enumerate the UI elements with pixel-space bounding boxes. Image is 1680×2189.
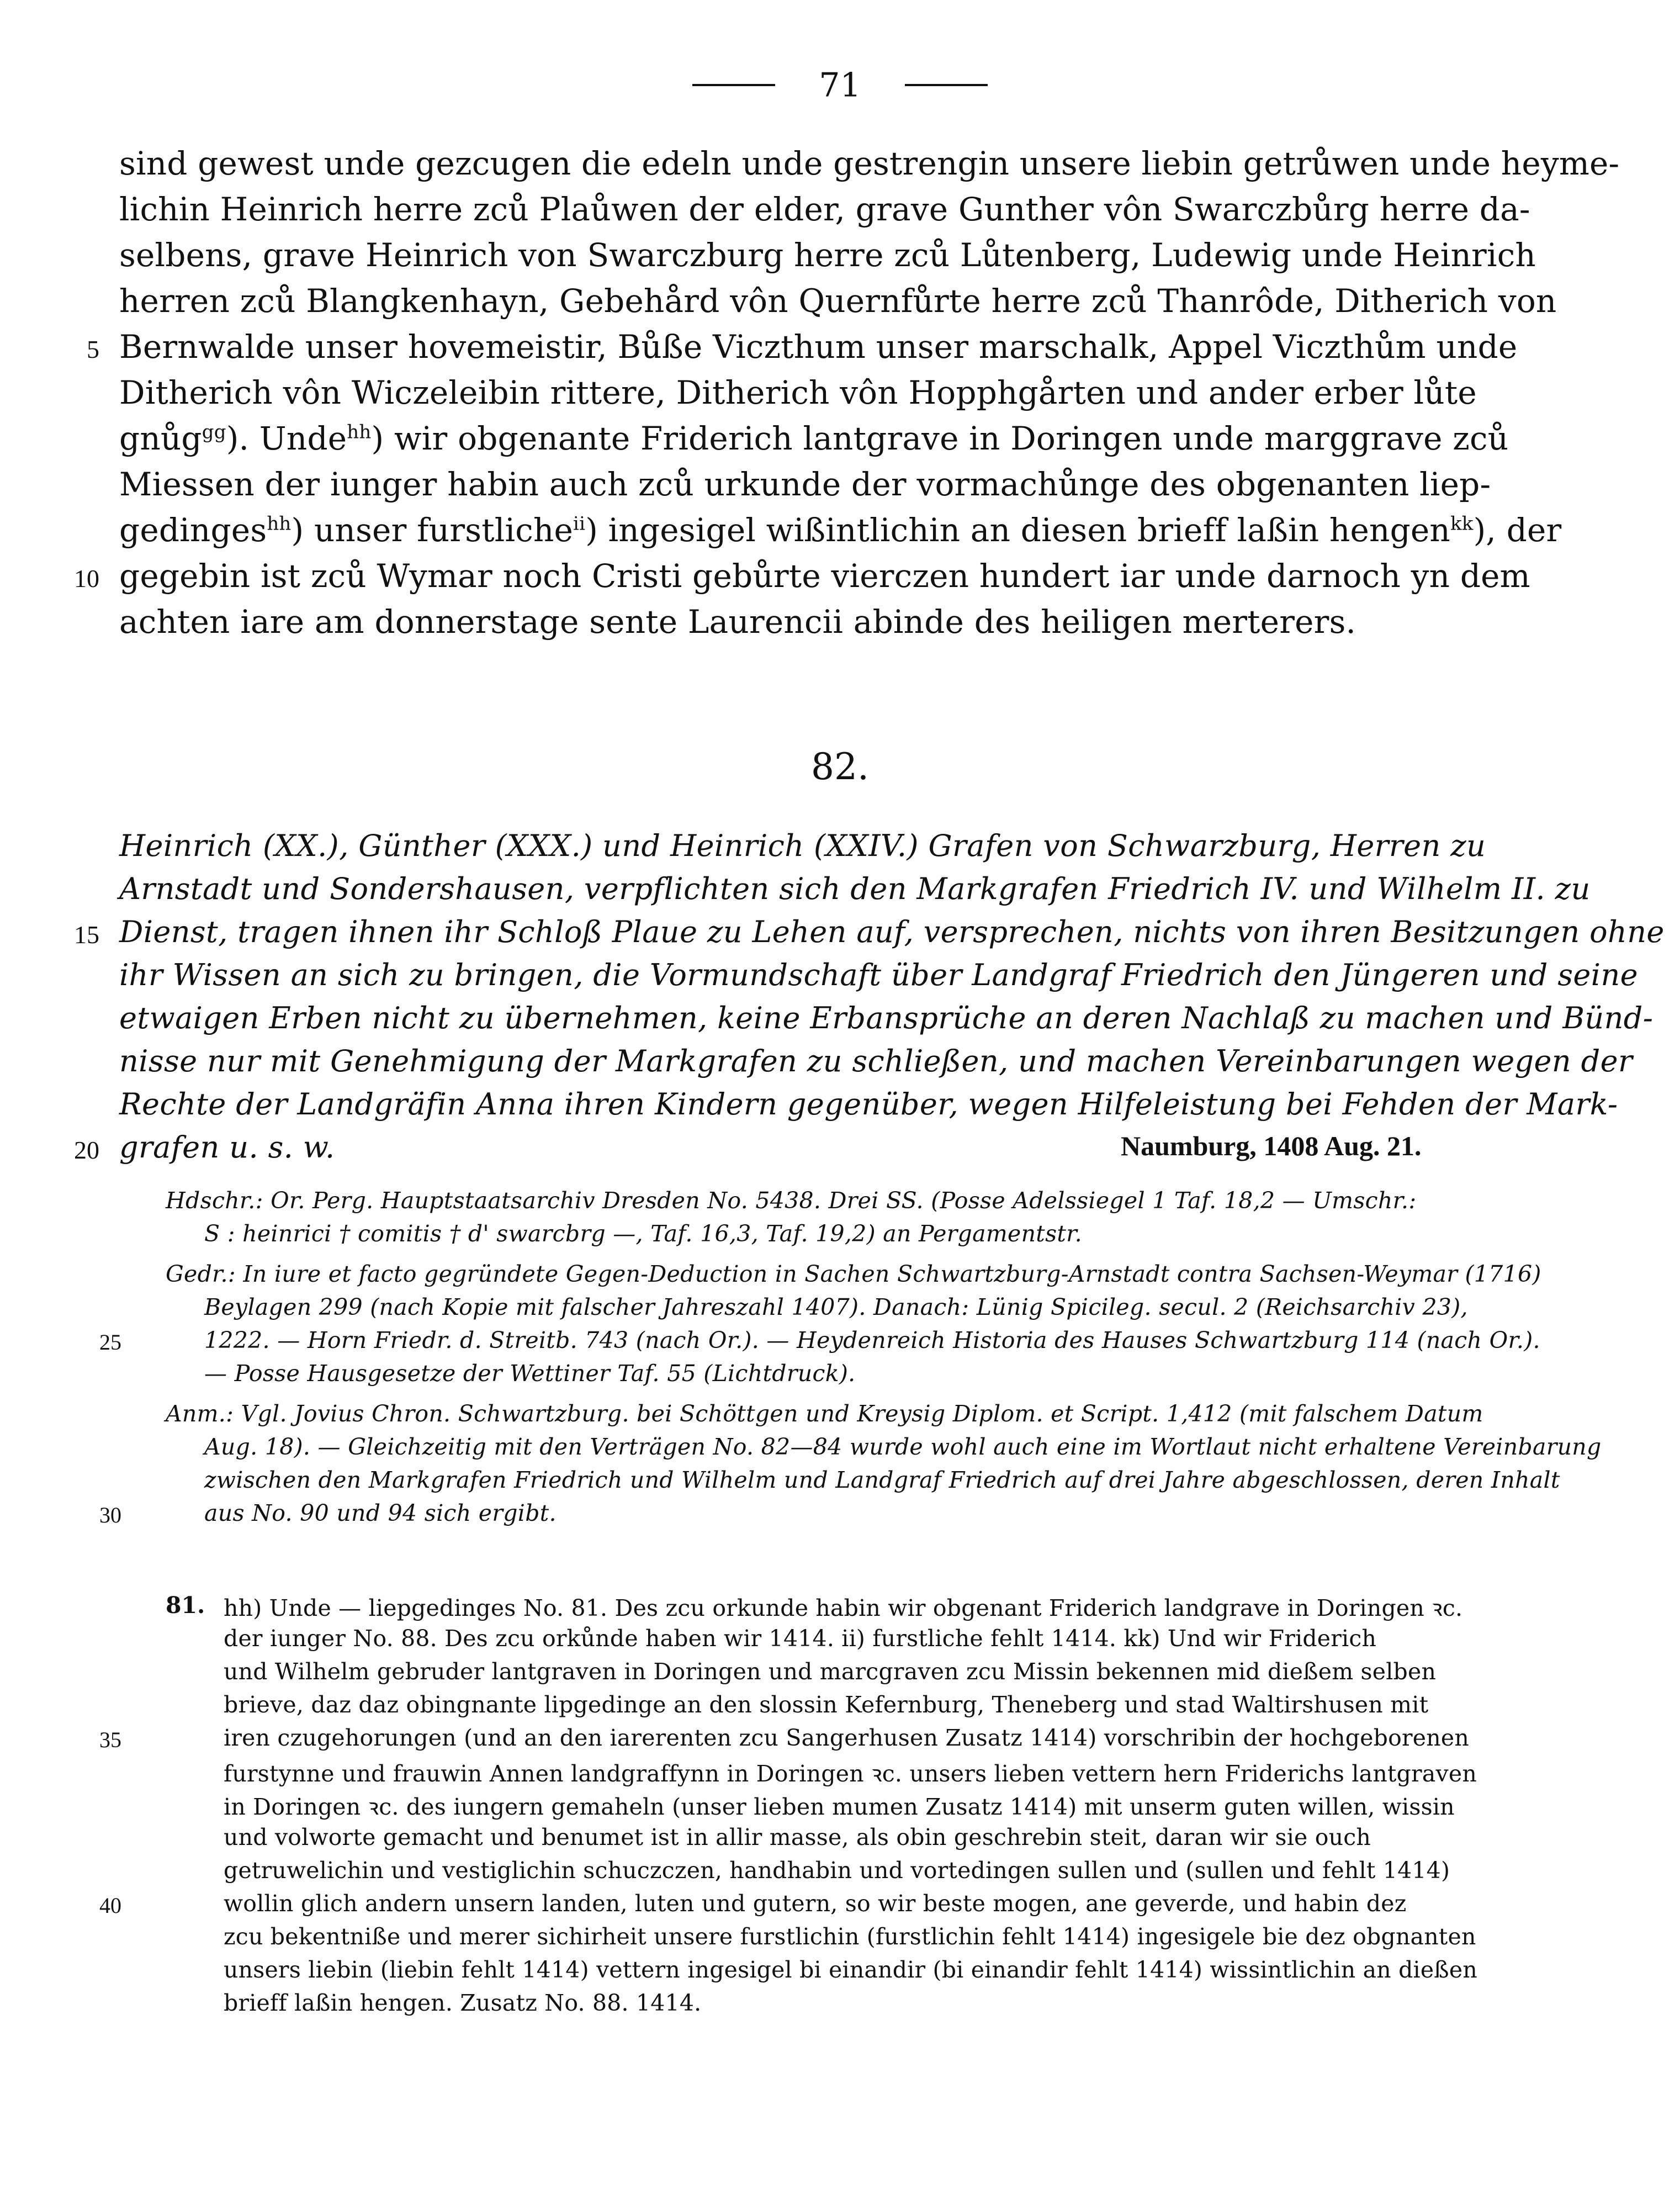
line-number: 25 <box>99 1330 121 1355</box>
line-text: getruwelichin und vestiglichin schuczczen, handhabin und vortedingen sullen und (sullen und fehlt 1414) <box>224 1857 1450 1884</box>
page-number: 71 <box>819 66 861 105</box>
line-number: 30 <box>99 1503 121 1527</box>
line-number: 40 <box>99 1893 121 1918</box>
line-text: S : heinrici † comitis † d' swarcbrg —, Taf. 16,3, Taf. 19,2) an Pergamentstr. <box>204 1220 1082 1247</box>
line-text: gegebin ist zců Wymar noch Cristi gebůrte vierczen hundert iar unde darnoch yn dem <box>119 557 1530 595</box>
line-text: der iunger No. 88. Des zcu orkůnde haben wir 1414. ii) furstliche fehlt 1414. kk) Und wir Friderich <box>224 1625 1377 1652</box>
line-number: 5 <box>87 335 99 363</box>
line-text: Gedr.: In iure et facto gegründete Gegen-Deduction in Sachen Schwartzburg-Arnstadt contra Sachsen-Weymar (1716) <box>166 1261 1541 1287</box>
line-text: Rechte der Landgräfin Anna ihren Kindern gegenüber, wegen Hilfeleistung bei Fehden der Mark- <box>119 1087 1618 1122</box>
header-rule-right <box>905 84 988 86</box>
line-number: 20 <box>74 1136 99 1164</box>
footnote-mark: ii <box>573 512 586 535</box>
footnote-mark: kk <box>1450 512 1474 535</box>
line-text: wollin glich andern unsern landen, luten und gutern, so wir beste mogen, ane geverde, und habin dez <box>224 1890 1407 1917</box>
line-text: Hdschr.: Or. Perg. Hauptstaatsarchiv Dresden No. 5438. Drei SS. (Posse Adelssiegel 1 Taf. 18,2 — Umschr.: <box>166 1187 1417 1214</box>
header-rule-left <box>692 84 775 86</box>
line-text: Miessen der iunger habin auch zců urkunde der vormachůnge des obgenanten liep- <box>119 466 1491 503</box>
line-text: aus No. 90 und 94 sich ergibt. <box>204 1500 557 1526</box>
line-text: hh) Unde — liepgedinges No. 81. Des zcu orkunde habin wir obgenant Friderich landgrave in Doringen ꝛc. <box>224 1595 1463 1621</box>
line-text: gedinges$^{hh}$) unser furstliche$^{ii}$) ingesigel wißintlichin an diesen brieff laßin hengen$^{kk}$), der <box>119 511 1562 549</box>
line-text: gnůg$^{gg}$). Unde$^{hh}$) wir obgenante Friderich lantgrave in Doringen unde marggrave zců <box>119 420 1509 457</box>
line-text: Aug. 18). — Gleichzeitig mit den Verträgen No. 82—84 wurde wohl auch eine im Wortlaut nicht erhaltene Vereinbarung <box>204 1434 1602 1460</box>
line-text: und Wilhelm gebruder lantgraven in Doringen und marcgraven zcu Missin bekennen mid dießem selben <box>224 1658 1437 1685</box>
line-text: etwaigen Erben nicht zu übernehmen, keine Erbansprüche an deren Nachlaß zu machen und Bünd- <box>119 1001 1653 1035</box>
line-text: brieve, daz daz obingnante lipgedinge an den slossin Kefernburg, Theneberg und stad Waltirshusen mit <box>224 1691 1429 1718</box>
line-text: furstynne und frauwin Annen landgraffynn in Doringen ꝛc. unsers lieben vettern hern Friderichs lantgraven <box>224 1760 1477 1787</box>
line-text: zcu bekentniße und merer sichirheit unsere furstlichin (furstlichin fehlt 1414) ingesigele bie dez obgnanten <box>224 1923 1476 1950</box>
line-text: iren czugehorungen (und an den iarerenten zcu Sangerhusen Zusatz 1414) vorschribin der hochgeborenen <box>224 1725 1469 1751</box>
line-number: 35 <box>99 1727 121 1752</box>
footnote-mark: hh <box>267 512 292 535</box>
line-text: selbens, grave Heinrich von Swarczburg herre zců Lůtenberg, Ludewig unde Heinrich <box>119 236 1536 274</box>
line-text: zwischen den Markgrafen Friedrich und Wilhelm und Landgraf Friedrich auf drei Jahre abgeschlossen, deren Inhalt <box>204 1467 1560 1493</box>
line-text: und volworte gemacht und benumet ist in allir masse, als obin geschrebin steit, daran wir sie ouch <box>224 1824 1371 1850</box>
line-text: in Doringen ꝛc. des iungern gemaheln (unser lieben mumen Zusatz 1414) mit unserm guten willen, wissin <box>224 1794 1455 1820</box>
line-text: achten iare am donnerstage sente Laurencii abinde des heiligen merterers. <box>119 603 1356 641</box>
line-number: 15 <box>74 921 99 949</box>
line-text: lichin Heinrich herre zců Plaůwen der elder, grave Gunther vôn Swarczbůrg herre da- <box>119 191 1530 228</box>
line-text: Ditherich vôn Wiczeleibin rittere, Ditherich vôn Hopphgårten und ander erber lůte <box>119 374 1477 411</box>
line-text: ihr Wissen an sich zu bringen, die Vormundschaft über Landgraf Friedrich den Jüngeren und seine <box>119 958 1638 992</box>
line-text: sind gewest unde gezcugen die edeln unde gestrengin unsere liebin getrůwen unde heyme- <box>119 145 1620 182</box>
line-text: Heinrich (XX.), Günther (XXX.) und Heinrich (XXIV.) Grafen von Schwarzburg, Herren zu <box>119 828 1486 863</box>
footnote-mark: gg <box>202 421 226 443</box>
line-text: grafen u. s. w. <box>119 1130 335 1165</box>
line-text: — Posse Hausgesetze der Wettiner Taf. 55 (Lichtdruck). <box>204 1360 856 1387</box>
line-text: Arnstadt und Sondershausen, verpflichten sich den Markgrafen Friedrich IV. und Wilhelm II. zu <box>119 871 1591 906</box>
line-text: Bernwalde unser hovemeistir, Bůße Viczthum unser marschalk, Appel Viczthům unde <box>119 328 1518 366</box>
line-text: Dienst, tragen ihnen ihr Schloß Plaue zu Lehen auf, versprechen, nichts von ihren Besitzungen ohne <box>119 914 1665 949</box>
line-text: unsers liebin (liebin fehlt 1414) vettern ingesigel bi einandir (bi einandir fehlt 1414) wissintlichin an dießen <box>224 1957 1477 1983</box>
line-text: brieff laßin hengen. Zusatz No. 88. 1414. <box>224 1990 702 2016</box>
document-number: 82. <box>811 745 869 788</box>
footnote-mark: hh <box>347 421 372 443</box>
line-text: herren zců Blangkenhayn, Gebehård vôn Quernfůrte herre zců Thanrôde, Ditherich von <box>119 282 1557 320</box>
line-text: Beylagen 299 (nach Kopie mit falscher Jahreszahl 1407). Danach: Lünig Spicileg. secul. 2 (Reichsarchiv 23), <box>204 1294 1468 1320</box>
line-text: 1222. — Horn Friedr. d. Streitb. 743 (nach Or.). — Heydenreich Historia des Hauses Schwartzburg 114 (nach Or.). <box>204 1327 1540 1353</box>
dateline: Naumburg, 1408 Aug. 21. <box>1121 1130 1422 1161</box>
line-text: nisse nur mit Genehmigung der Markgrafen zu schließen, und machen Vereinbarungen wegen der <box>119 1044 1633 1078</box>
note-reference: 81. <box>166 1592 205 1619</box>
line-number: 10 <box>74 564 99 593</box>
page-header <box>0 61 1680 107</box>
line-text: Anm.: Vgl. Jovius Chron. Schwartzburg. bei Schöttgen und Kreysig Diplom. et Script. 1,412 (mit falschem Datum <box>166 1400 1483 1427</box>
